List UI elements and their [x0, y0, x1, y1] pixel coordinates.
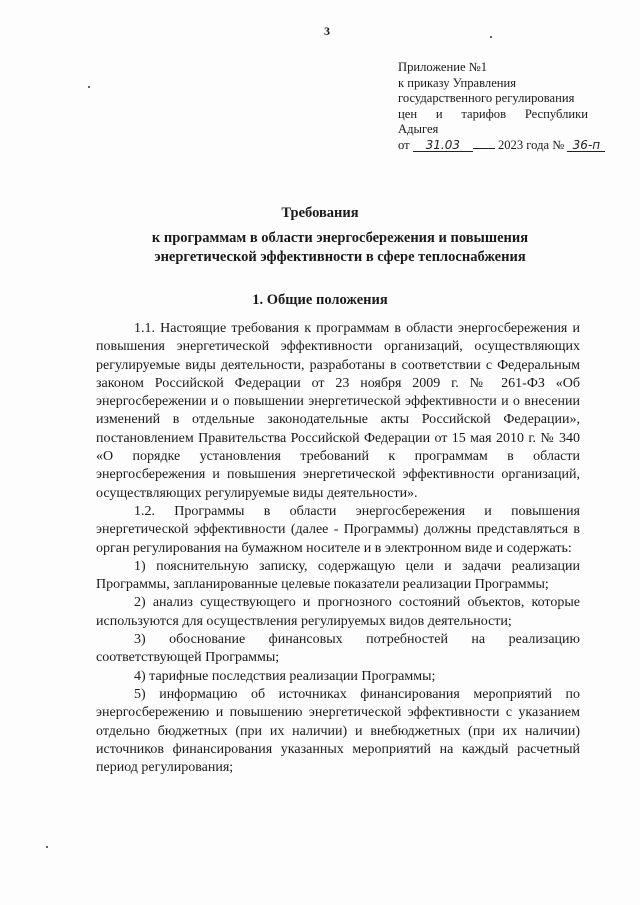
paragraph-1-1: 1.1. Настоящие требования к программам в области энергосбережения и повышения энергетической эффективности организаций, осуществляющих регулируемые виды деятельности, разработаны в соответствии с Федеральным законом Российской Федерации от 23 ноября 2009 г. № 261-ФЗ «Об энергосбережении и о повышении энергетической эффективности и о внесении изменений в отдельные законодательные акты Российской Федерации», постановлением Правительства Российской Федерации от 15 мая 2010 г. № 340 «О порядке установления требований к программам в области энергосбережения и повышения энергетической эффективности организаций, осуществляющих регулируемые виды деятельности». [96, 321, 580, 501]
document-body [96, 320, 580, 777]
document-title: Требования [281, 205, 359, 221]
list-item: 3) обоснование финансовых потребностей на реализацию соответствующей Программы; [96, 632, 580, 666]
list-item: 2) анализ существующего и прогнозного состояний объектов, которые используются для осуществления регулируемых видов деятельности; [96, 595, 580, 629]
appendix-word: цен [398, 106, 418, 121]
list-item: 1) пояснительную записку, содержащую цели и задачи реализации Программы, запланированные целевые показатели реализации Программы; [96, 558, 580, 593]
appendix-block [398, 60, 601, 154]
date-prefix: от [398, 137, 410, 152]
appendix-line: Адыгея [398, 122, 439, 137]
scan-speck [490, 36, 492, 38]
appendix-word: Республики [524, 106, 588, 121]
appendix-date-line [398, 137, 601, 154]
handwritten-number: 36-п [567, 139, 605, 152]
year-text: 2023 года № [497, 137, 565, 152]
list-item: 4) тарифные последствия реализации Программы; [134, 668, 436, 684]
list-item: 5) информацию об источниках финансирования мероприятий по энергосбережению и повышению энергетической эффективности с указанием отдельно бюджетных (при их наличии) и внебюджетных (при их наличии) источников финансирования указанных мероприятий на каждый расчетный период регулирования; [96, 686, 580, 776]
paragraph-1-2: 1.2. Программы в области энергосбережения и повышения энергетической эффективности (далее - Программы) должны представляться в орган регулирования на бумажном носителе и в электронном виде и содержать: [96, 503, 580, 556]
scan-speck [88, 86, 90, 88]
page-number: 3 [324, 24, 330, 38]
appendix-line: государственного регулирования [398, 91, 575, 106]
document-subtitle: к программам в области энергосбережения и повышения энергетической эффективности в сфере теплоснабжения [151, 230, 529, 265]
underline-blank [473, 138, 495, 149]
handwritten-date: 31.03 [413, 139, 473, 152]
appendix-word: и [435, 106, 443, 121]
appendix-line [398, 107, 588, 123]
appendix-word: тарифов [461, 106, 507, 121]
section-heading: 1. Общие положения [252, 292, 388, 308]
appendix-line: к приказу Управления [398, 75, 517, 90]
scan-speck [46, 846, 48, 848]
appendix-line: Приложение №1 [398, 60, 488, 74]
